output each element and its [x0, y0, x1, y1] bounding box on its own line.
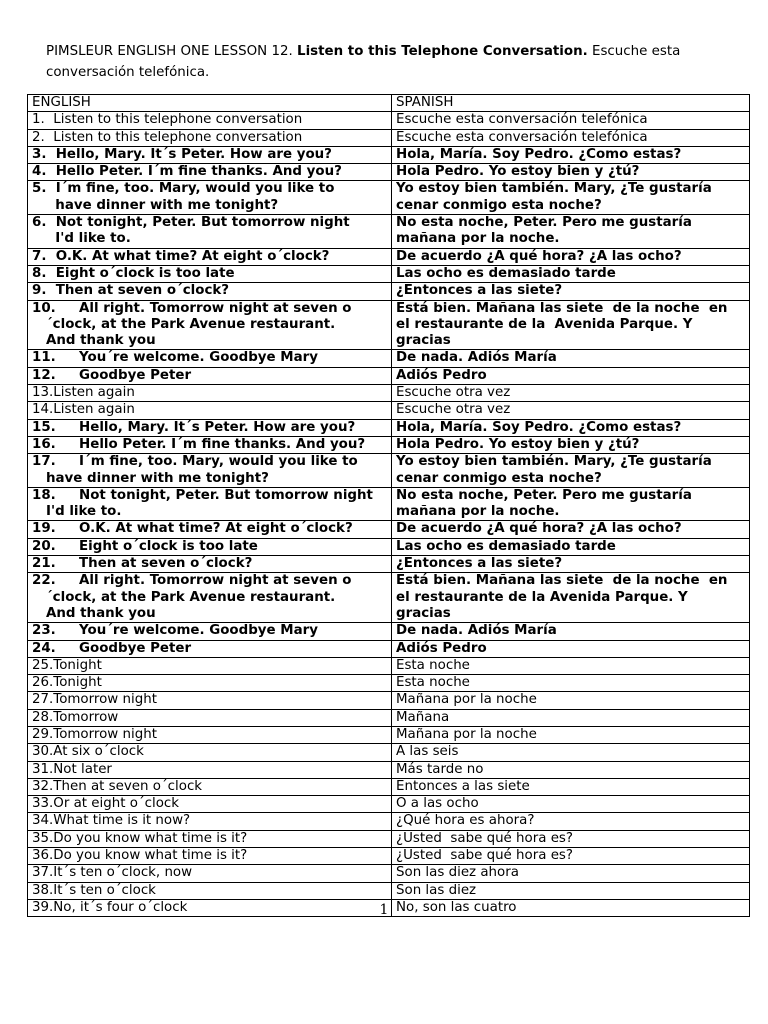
spanish-line: De nada. Adiós María: [396, 623, 557, 639]
english-cell: [28, 436, 392, 453]
english-cell: [28, 129, 392, 146]
english-line: 18. Not tonight, Peter. But tomorrow night: [32, 487, 373, 503]
spanish-line: Está bien. Mañana las siete de la noche en: [396, 573, 728, 589]
table-row: [28, 538, 750, 555]
spanish-cell: [392, 675, 750, 692]
spanish-cell: [392, 640, 750, 657]
english-cell: [28, 215, 392, 249]
english-line: And thank you: [32, 333, 156, 349]
spanish-line: Mañana: [396, 709, 450, 725]
spanish-cell: [392, 865, 750, 882]
lesson-rows: [28, 112, 750, 917]
spanish-line: Las ocho es demasiado tarde: [396, 538, 616, 554]
spanish-cell: [392, 436, 750, 453]
english-line: I'd like to.: [32, 504, 122, 520]
spanish-line: Esta noche: [396, 657, 470, 673]
english-cell: [28, 640, 392, 657]
english-cell: [28, 709, 392, 726]
spanish-cell: [392, 300, 750, 350]
english-line: 9. Then at seven o´clock?: [32, 283, 230, 299]
spanish-cell: [392, 521, 750, 538]
english-line: ´clock, at the Park Avenue restaurant.: [32, 589, 336, 605]
spanish-cell: [392, 813, 750, 830]
spanish-cell: [392, 726, 750, 743]
spanish-line: No esta noche, Peter. Pero me gustaría: [396, 487, 692, 503]
spanish-line: Hola Pedro. Yo estoy bien y ¿tú?: [396, 164, 640, 180]
english-line: 39.No, it´s four o´clock: [32, 899, 188, 915]
english-cell: [28, 830, 392, 847]
english-cell: [28, 657, 392, 674]
english-cell: [28, 146, 392, 163]
english-line: 10. All right. Tomorrow night at seven o: [32, 300, 352, 316]
english-cell: [28, 112, 392, 129]
heading-line-2: conversación telefónica.: [46, 65, 210, 80]
english-line: 33.Or at eight o´clock: [32, 796, 180, 812]
header-spanish: SPANISH: [392, 95, 750, 112]
english-line: 23. You´re welcome. Goodbye Mary: [32, 623, 318, 639]
english-line: 11. You´re welcome. Goodbye Mary: [32, 350, 318, 366]
spanish-cell: [392, 538, 750, 555]
english-line: 31.Not later: [32, 761, 112, 777]
table-row: [28, 709, 750, 726]
header-english: ENGLISH: [28, 95, 392, 112]
english-line: 37.It´s ten o´clock, now: [32, 865, 193, 881]
spanish-cell: [392, 796, 750, 813]
table-row: [28, 813, 750, 830]
table-row: [28, 521, 750, 538]
spanish-cell: [392, 882, 750, 899]
spanish-cell: [392, 848, 750, 865]
spanish-line: No esta noche, Peter. Pero me gustaría: [396, 215, 692, 231]
english-cell: [28, 181, 392, 215]
table-row: [28, 419, 750, 436]
spanish-line: ¿Entonces a las siete?: [396, 556, 563, 572]
english-line: 22. All right. Tomorrow night at seven o: [32, 573, 352, 589]
spanish-line: Esta noche: [396, 675, 470, 691]
english-line: 27.Tomorrow night: [32, 692, 157, 708]
english-line: 21. Then at seven o´clock?: [32, 556, 253, 572]
english-cell: [28, 761, 392, 778]
english-cell: [28, 573, 392, 623]
english-line: 3. Hello, Mary. It´s Peter. How are you?: [32, 146, 332, 162]
spanish-line: Son las diez: [396, 882, 477, 898]
spanish-cell: [392, 385, 750, 402]
english-cell: [28, 744, 392, 761]
english-line: have dinner with me tonight?: [32, 197, 279, 213]
spanish-line: mañana por la noche.: [396, 504, 560, 520]
english-line: 17. I´m fine, too. Mary, would you like to: [32, 454, 358, 470]
english-line: 20. Eight o´clock is too late: [32, 538, 258, 554]
english-line: 8. Eight o´clock is too late: [32, 265, 235, 281]
spanish-cell: [392, 350, 750, 367]
spanish-line: el restaurante de la Avenida Parque. Y: [396, 589, 688, 605]
spanish-cell: [392, 573, 750, 623]
english-cell: [28, 692, 392, 709]
english-line: 34.What time is it now?: [32, 813, 191, 829]
english-line: 32.Then at seven o´clock: [32, 778, 203, 794]
english-cell: [28, 623, 392, 640]
table-row: [28, 848, 750, 865]
table-row: [28, 761, 750, 778]
spanish-line: A las seis: [396, 744, 459, 760]
english-cell: [28, 865, 392, 882]
table-row: [28, 623, 750, 640]
spanish-line: Más tarde no: [396, 761, 484, 777]
spanish-line: Mañana por la noche: [396, 726, 537, 742]
table-row: [28, 146, 750, 163]
table-row: [28, 657, 750, 674]
english-cell: [28, 350, 392, 367]
spanish-cell: [392, 487, 750, 521]
spanish-cell: [392, 164, 750, 181]
table-row: [28, 726, 750, 743]
english-line: 19. O.K. At what time? At eight o´clock?: [32, 521, 353, 537]
english-line: 14.Listen again: [32, 402, 135, 418]
table-row: [28, 882, 750, 899]
spanish-line: Yo estoy bien también. Mary, ¿Te gustaría: [396, 181, 712, 197]
english-line: I'd like to.: [32, 231, 131, 247]
english-line: 28.Tomorrow: [32, 709, 119, 725]
table-row: [28, 385, 750, 402]
spanish-cell: [392, 778, 750, 795]
english-line: 25.Tonight: [32, 657, 102, 673]
spanish-line: Adiós Pedro: [396, 640, 487, 656]
english-cell: [28, 283, 392, 300]
english-cell: [28, 726, 392, 743]
english-cell: [28, 367, 392, 384]
spanish-cell: [392, 556, 750, 573]
table-row: [28, 265, 750, 282]
spanish-cell: [392, 129, 750, 146]
english-line: 24. Goodbye Peter: [32, 640, 192, 656]
english-cell: [28, 538, 392, 555]
table-row: [28, 675, 750, 692]
table-row: [28, 300, 750, 350]
spanish-line: Hola, María. Soy Pedro. ¿Como estas?: [396, 419, 682, 435]
english-cell: [28, 164, 392, 181]
spanish-cell: [392, 709, 750, 726]
spanish-line: gracias: [396, 605, 451, 621]
english-line: 13.Listen again: [32, 385, 135, 401]
table-row: [28, 454, 750, 488]
spanish-line: ¿Usted sabe qué hora es?: [396, 848, 574, 864]
table-row: [28, 164, 750, 181]
english-cell: [28, 882, 392, 899]
english-line: have dinner with me tonight?: [32, 470, 269, 486]
table-row: [28, 215, 750, 249]
english-cell: [28, 521, 392, 538]
table-row: [28, 830, 750, 847]
spanish-cell: [392, 454, 750, 488]
english-line: 26.Tonight: [32, 675, 102, 691]
table-row: [28, 692, 750, 709]
spanish-cell: [392, 283, 750, 300]
spanish-line: Está bien. Mañana las siete de la noche en: [396, 300, 728, 316]
english-cell: [28, 813, 392, 830]
english-line: 4. Hello Peter. I´m fine thanks. And you?: [32, 164, 342, 180]
spanish-line: Escuche esta conversación telefónica: [396, 129, 648, 145]
spanish-cell: [392, 744, 750, 761]
spanish-cell: [392, 761, 750, 778]
spanish-cell: [392, 830, 750, 847]
english-line: 35.Do you know what time is it?: [32, 830, 248, 846]
spanish-line: De acuerdo ¿A qué hora? ¿A las ocho?: [396, 521, 682, 537]
english-cell: [28, 419, 392, 436]
spanish-line: gracias: [396, 333, 451, 349]
heading-prefix: PIMSLEUR ENGLISH ONE LESSON 12.: [46, 44, 293, 59]
spanish-cell: [392, 248, 750, 265]
english-cell: [28, 778, 392, 795]
spanish-line: De acuerdo ¿A qué hora? ¿A las ocho?: [396, 248, 682, 264]
spanish-line: Hola Pedro. Yo estoy bien y ¿tú?: [396, 436, 640, 452]
heading-line-1: [46, 41, 746, 62]
table-row: [28, 248, 750, 265]
spanish-line: Escuche esta conversación telefónica: [396, 112, 648, 128]
spanish-line: Las ocho es demasiado tarde: [396, 265, 616, 281]
table-row: [28, 367, 750, 384]
spanish-cell: [392, 146, 750, 163]
english-cell: [28, 675, 392, 692]
spanish-cell: [392, 402, 750, 419]
spanish-line: Adiós Pedro: [396, 367, 487, 383]
table-row: [28, 350, 750, 367]
english-line: 38.It´s ten o´clock: [32, 882, 156, 898]
english-cell: [28, 556, 392, 573]
english-cell: [28, 454, 392, 488]
spanish-cell: [392, 623, 750, 640]
table-row: [28, 796, 750, 813]
spanish-cell: [392, 657, 750, 674]
english-line: 30.At six o´clock: [32, 744, 144, 760]
table-row: [28, 129, 750, 146]
spanish-line: Son las diez ahora: [396, 865, 519, 881]
spanish-line: ¿Entonces a las siete?: [396, 283, 563, 299]
table-row: [28, 112, 750, 129]
spanish-line: Yo estoy bien también. Mary, ¿Te gustaría: [396, 454, 712, 470]
spanish-line: ¿Usted sabe qué hora es?: [396, 830, 574, 846]
spanish-line: Escuche otra vez: [396, 402, 511, 418]
spanish-line: cenar conmigo esta noche?: [396, 470, 602, 486]
heading-suffix: Escuche esta: [591, 44, 681, 59]
english-line: 36.Do you know what time is it?: [32, 848, 248, 864]
spanish-cell: [392, 265, 750, 282]
english-cell: [28, 848, 392, 865]
page-number: 1: [379, 902, 389, 918]
english-line: 1. Listen to this telephone conversation: [32, 112, 303, 128]
english-line: ´clock, at the Park Avenue restaurant.: [32, 316, 336, 332]
table-row: [28, 778, 750, 795]
table-row: [28, 573, 750, 623]
spanish-line: el restaurante de la Avenida Parque. Y: [396, 316, 693, 332]
spanish-cell: [392, 112, 750, 129]
spanish-line: Entonces a las siete: [396, 778, 530, 794]
english-line: 6. Not tonight, Peter. But tomorrow night: [32, 215, 350, 231]
english-cell: [28, 487, 392, 521]
spanish-line: Hola, María. Soy Pedro. ¿Como estas?: [396, 146, 682, 162]
english-cell: [28, 300, 392, 350]
spanish-line: mañana por la noche.: [396, 231, 560, 247]
english-line: 7. O.K. At what time? At eight o´clock?: [32, 248, 330, 264]
spanish-line: Mañana por la noche: [396, 692, 537, 708]
spanish-line: O a las ocho: [396, 796, 479, 812]
heading-bold-title: Listen to this Telephone Conversation.: [297, 44, 588, 59]
table-row: [28, 556, 750, 573]
english-cell: [28, 248, 392, 265]
spanish-cell: [392, 181, 750, 215]
english-cell: [28, 796, 392, 813]
spanish-line: ¿Qué hora es ahora?: [396, 813, 535, 829]
table-row: [28, 436, 750, 453]
spanish-cell: [392, 419, 750, 436]
document-heading: [46, 41, 746, 83]
english-line: 16. Hello Peter. I´m fine thanks. And you?: [32, 436, 366, 452]
spanish-line: Escuche otra vez: [396, 385, 511, 401]
spanish-line: No, son las cuatro: [396, 899, 517, 915]
english-cell: [28, 402, 392, 419]
spanish-line: cenar conmigo esta noche?: [396, 197, 602, 213]
spanish-line: De nada. Adiós María: [396, 350, 557, 366]
table-row: [28, 487, 750, 521]
english-cell: [28, 265, 392, 282]
english-line: 5. I´m fine, too. Mary, would you like to: [32, 181, 335, 197]
spanish-cell: [392, 367, 750, 384]
table-row: [28, 640, 750, 657]
english-line: 29.Tomorrow night: [32, 726, 157, 742]
table-row: [28, 744, 750, 761]
spanish-cell: [392, 692, 750, 709]
lesson-table: [27, 94, 750, 917]
english-line: And thank you: [32, 605, 156, 621]
header-row: [28, 95, 750, 112]
table-row: [28, 865, 750, 882]
english-line: 2. Listen to this telephone conversation: [32, 129, 303, 145]
spanish-cell: [392, 215, 750, 249]
table-row: [28, 181, 750, 215]
english-cell: [28, 385, 392, 402]
table-row: [28, 283, 750, 300]
english-line: 12. Goodbye Peter: [32, 367, 192, 383]
english-line: 15. Hello, Mary. It´s Peter. How are you?: [32, 419, 356, 435]
table-row: [28, 402, 750, 419]
